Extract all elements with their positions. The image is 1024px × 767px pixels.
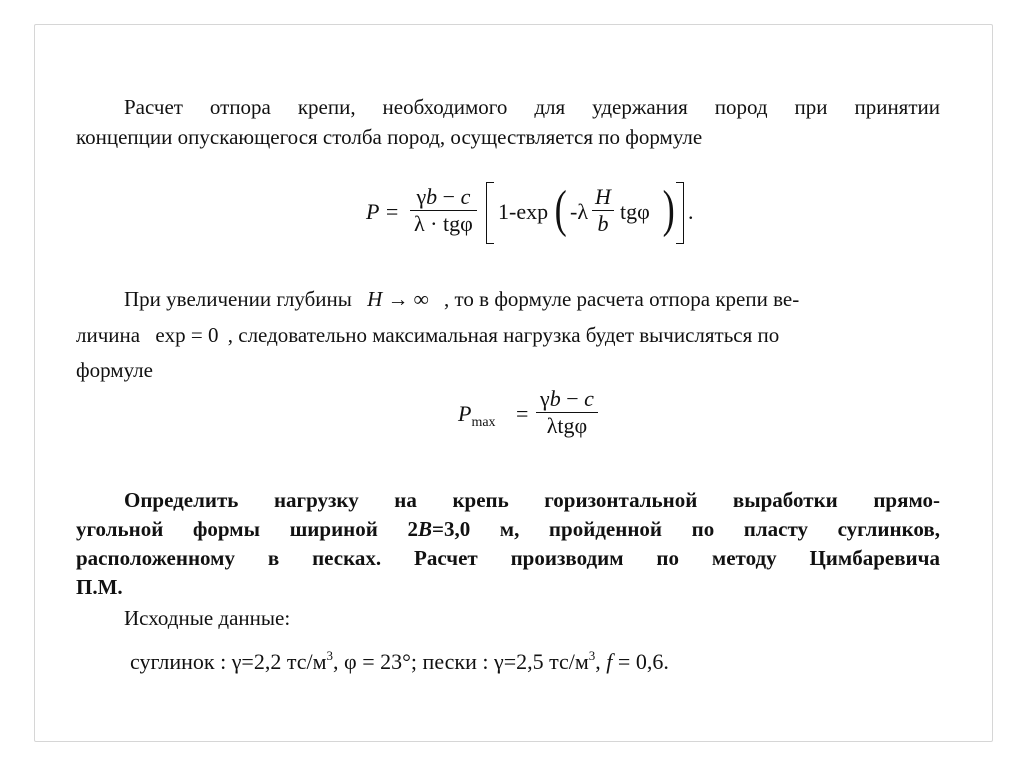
formula-1-lhs: P = xyxy=(366,199,400,224)
formula-2-fraction xyxy=(536,386,598,439)
formula-1-numerator: γb − c xyxy=(410,184,477,211)
formula-1-paren-right: ) xyxy=(662,181,675,238)
formula-2-numerator: γb − c xyxy=(536,386,598,413)
formula-1-minus-lambda: -λ xyxy=(570,199,588,224)
input-data-title: Исходные данные: xyxy=(124,606,291,630)
formula-2-equals: = xyxy=(516,401,529,426)
formula-1-tg: tgφ xyxy=(620,199,650,224)
formula-1-H: H xyxy=(592,184,614,211)
formula-1-bracket-left xyxy=(486,182,494,244)
formula-1-period: . xyxy=(688,199,694,224)
task-line-4: П.М. xyxy=(76,575,123,599)
formula-1-bracket-right xyxy=(676,182,684,244)
formula-1-b: b xyxy=(597,211,609,236)
formula-2 xyxy=(458,386,628,446)
formula-1-one-exp: 1-exp xyxy=(498,199,549,224)
task-line-2: угольной формы шириной 2B=3,0 м, пройденной по пласту суглинков, xyxy=(76,517,940,541)
task-line-3: расположенному в песках. Расчет производим по методу Цимбаревича xyxy=(76,546,940,570)
formula-1-denominator: λ · tgφ xyxy=(414,211,473,236)
paragraph-1-line-2: концепции опускающегося столба пород, осуществляется по формуле xyxy=(76,125,703,149)
inline-math-H-infinity: H → ∞ xyxy=(367,287,429,311)
paragraph-2-line-2: личина exp = 0 , следовательно максимальная нагрузка будет вычисляться по xyxy=(76,323,780,347)
formula-1-fraction xyxy=(410,184,477,237)
paragraph-1-line-1: Расчет отпора крепи, необходимого для удержания пород при принятии xyxy=(124,95,940,119)
formula-1 xyxy=(366,181,706,244)
task-line-1: Определить нагрузку на крепь горизонтальной выработки прямо- xyxy=(124,488,940,512)
formula-1-paren-left: ( xyxy=(554,181,567,238)
formula-2-lhs: $P_{max}$ xyxy=(458,401,496,430)
formula-2-denominator: λtgφ xyxy=(546,413,588,438)
formula-1-inner-fraction xyxy=(592,184,614,237)
input-data-values: суглинок : γ=2,2 $тс/м^3$, φ = 23°; пески : γ=2,5 $тс/м^3$, f = 0,6. xyxy=(130,648,669,674)
inline-math-exp-zero: exp = 0 xyxy=(155,323,219,347)
paragraph-2-line-1: При увеличении глубины H → ∞ , то в формуле расчета отпора крепи ве- xyxy=(124,287,800,311)
paragraph-2-line-3: формуле xyxy=(76,358,153,382)
